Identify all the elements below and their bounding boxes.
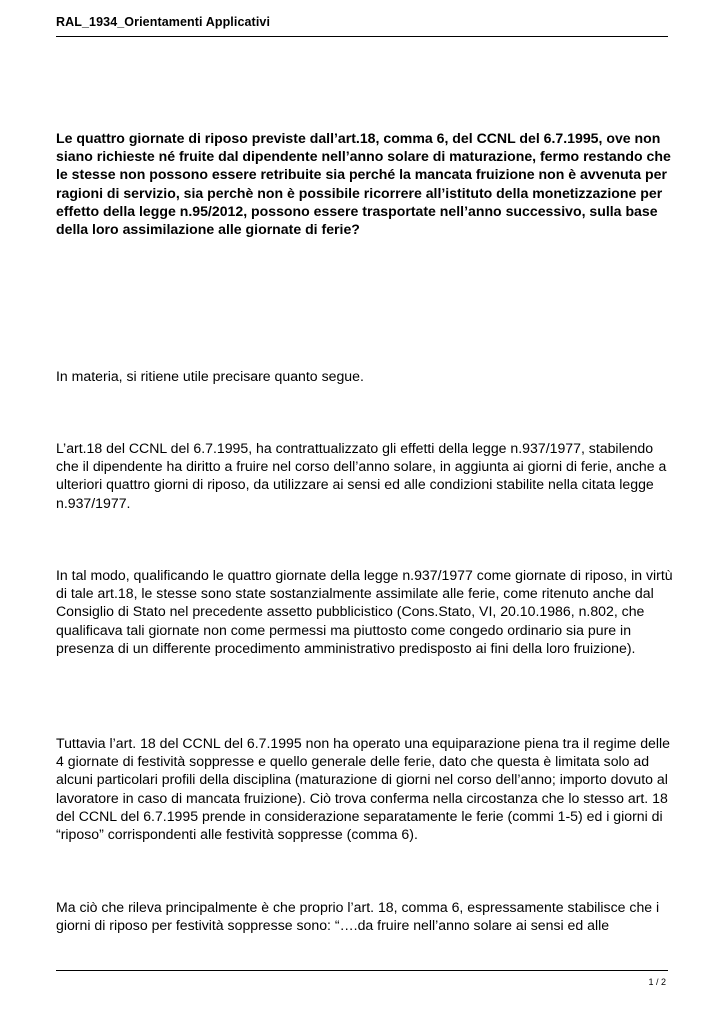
document-title: RAL_1934_Orientamenti Applicativi bbox=[56, 15, 271, 29]
paragraph-art18: L’art.18 del CCNL del 6.7.1995, ha contrattualizzato gli effetti della legge n.937/1977, stabilendo che il dipendente ha diritto a fruire nel corso dell’anno solare, in aggiunta ai giorni di ferie, anche a ulteriori quattro giorni di riposo, da utilizzare ai sensi ed alle condizioni stabilite nella citata legge n.937/1977. bbox=[56, 440, 667, 511]
header-divider bbox=[56, 36, 668, 37]
paragraph-intro: In materia, si ritiene utile precisare quanto segue. bbox=[56, 368, 364, 384]
footer-divider bbox=[56, 970, 668, 971]
paragraph-comma6: Ma ciò che rileva principalmente è che proprio l’art. 18, comma 6, espressamente stabilisce che i giorni di riposo per festività soppresse sono: “….da fruire nell’anno solare ai sensi ed alle bbox=[56, 899, 660, 934]
paragraph-equiparazione: Tuttavia l’art. 18 del CCNL del 6.7.1995 non ha operato una equiparazione piena tra il regime delle 4 giornate di festività soppresse e quello generale delle ferie, dato che questa è limitata solo ad alcuni particolari profili della disciplina (maturazione di giorni nel corso dell’anno; importo dovuto al lavoratore in caso di mancata fruizione). Ciò trova conferma nella circostanza che lo stesso art. 18 del CCNL del 6.7.1995 prende in considerazione separatamente le ferie (commi 1-5) ed i giorni di “riposo” corrispondenti alle festività soppresse (comma 6). bbox=[56, 735, 670, 843]
page-number: 1 / 2 bbox=[648, 977, 666, 987]
paragraph-assimilation: In tal modo, qualificando le quattro giornate della legge n.937/1977 come giornate di riposo, in virtù di tale art.18, le stesse sono state sostanzialmente assimilate alle ferie, come ritenuto anche dal Consiglio di Stato nel precedente assetto pubblicistico (Cons.Stato, VI, 20.10.1986, n.802, che qualificava tali giornate non come permessi ma piuttosto come congedo ordinario sia pure in presenza di un differente procedimento amministrativo predisposto ai fini della loro fruizione). bbox=[56, 567, 673, 656]
question-text: Le quattro giornate di riposo previste dall’art.18, comma 6, del CCNL del 6.7.1995, ove non siano richieste né fruite dal dipendente nell’anno solare di maturazione, fermo restando che le stesse non possono essere retribuite sia perché la mancata fruizione non è avvenuta per ragioni di servizio, sia perchè non è possibile ricorrere all’istituto della monetizzazione per effetto della legge n.95/2012, possono essere trasportate nell’anno successivo, sulla base della loro assimilazione alle giornate di ferie? bbox=[56, 130, 671, 238]
